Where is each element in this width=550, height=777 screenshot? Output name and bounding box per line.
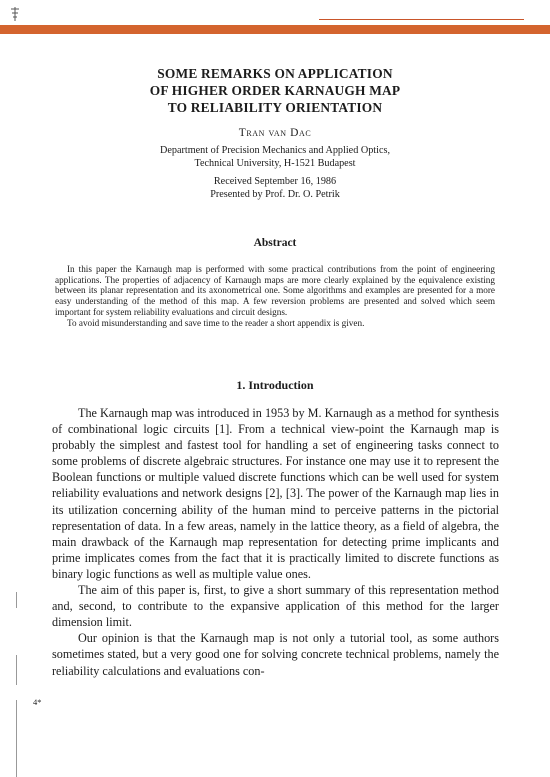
- intro-paragraph-2: The aim of this paper is, first, to give a short summary of this representation method and, second, to contribute to the expansive application of this method for the larger dimension limit.: [52, 583, 499, 630]
- received-date: Received September 16, 1986: [213, 176, 337, 187]
- intro-paragraph-3: Our opinion is that the Karnaugh map is not only a tutorial tool, as some authors sometimes stated, but a very good one for solving concrete technical problems, namely the reliability calculations and evaluations con-: [52, 631, 499, 678]
- introduction-body: [52, 405, 499, 679]
- page-footer-mark: 4*: [33, 697, 42, 707]
- title-line-3: TO RELIABILITY ORIENTATION: [167, 100, 383, 115]
- title-line-2: OF HIGHER ORDER KARNAUGH MAP: [149, 83, 401, 98]
- header-band: [0, 25, 550, 34]
- abstract-paragraph-1: In this paper the Karnaugh map is performed with some practical contributions from the point of engineering applications. The properties of adjacency of Karnaugh maps are more clearly explained by the equivalence existing between its planar representation and its axonometrical one. Some algorithms and examples are presented for a more easy understanding of the method of this map. A few reversion problems are presented and solved which seem important for system reliability evaluations and circuit designs.: [55, 264, 495, 317]
- abstract-body: [55, 264, 495, 328]
- presented-by: Presented by Prof. Dr. O. Petrik: [210, 189, 340, 200]
- title-line-1: SOME REMARKS ON APPLICATION: [157, 66, 393, 81]
- margin-mark: [16, 700, 17, 777]
- margin-mark: [16, 655, 17, 685]
- header-rule: [319, 19, 524, 20]
- abstract-heading: Abstract: [253, 237, 297, 249]
- affiliation-line-2: Technical University, H-1521 Budapest: [194, 158, 356, 169]
- section-heading: 1. Introduction: [236, 378, 314, 392]
- author-name: Tran van Dac: [238, 127, 312, 139]
- printer-mark-icon: [9, 6, 21, 22]
- intro-paragraph-1: The Karnaugh map was introduced in 1953 by M. Karnaugh as a method for synthesis of combinational logic circuits [1]. From a technical view-point the Karnaugh map is probably the simplest and fastest tool for handling a set of engineering tasks connect to some problems of discrete algebraic structures. For instance one may use it to represent the Boolean functions or multiple valued discrete functions which can be well used for system reliability evaluations and network designs [2], [3]. The power of the Karnaugh map lies in its utilization concerning ability of the human mind to perceive patterns in the pictorial representation of data. In a few areas, namely in the lattice theory, as a field of algebra, the main drawback of the Karnaugh map representation for detecting prime implicants and prime implicates comes from the fact that it is practically limited to discrete functions as binary logic functions as well as multiple value ones.: [52, 406, 499, 581]
- margin-mark: [16, 592, 17, 608]
- abstract-paragraph-2: To avoid misunderstanding and save time to the reader a short appendix is given.: [67, 317, 365, 328]
- affiliation-line-1: Department of Precision Mechanics and Applied Optics,: [159, 145, 390, 156]
